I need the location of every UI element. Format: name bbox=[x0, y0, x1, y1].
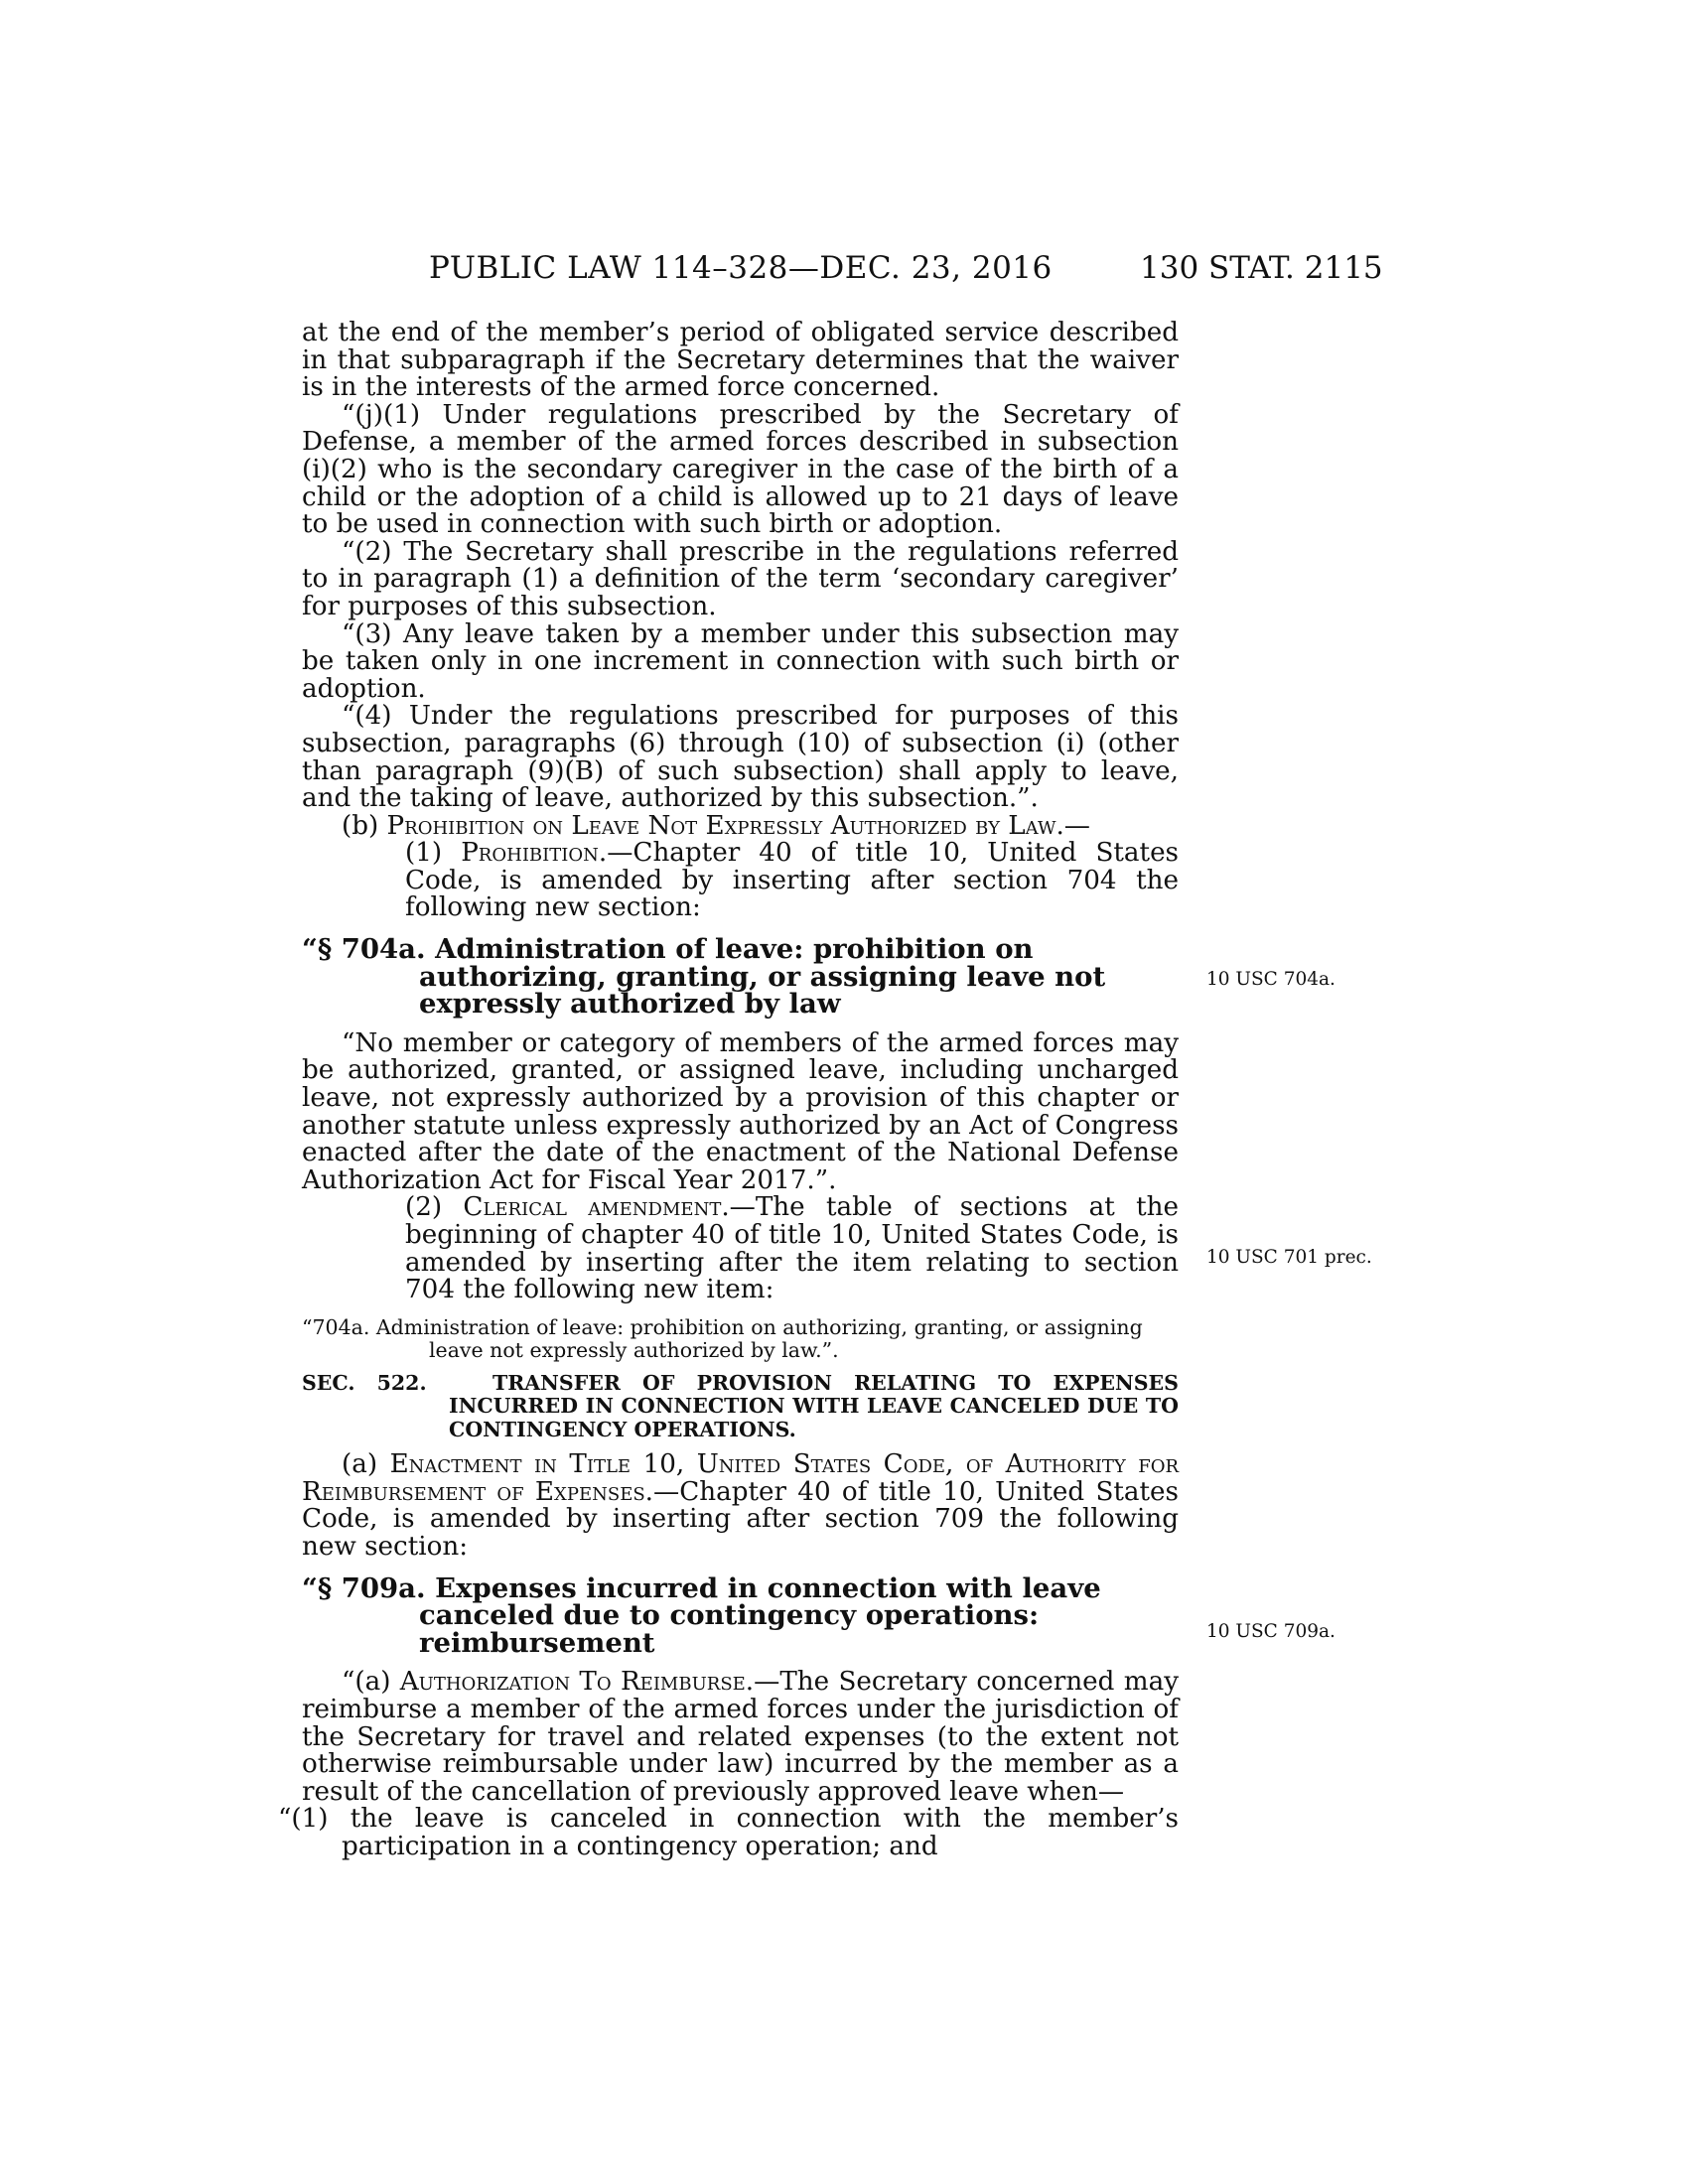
main-column bbox=[278, 318, 1180, 1861]
paragraph-b2-caption: Clerical amendment.— bbox=[463, 1192, 756, 1223]
paragraph-b2 bbox=[302, 1194, 1179, 1303]
section-522-heading bbox=[302, 1372, 1179, 1442]
subsection-b bbox=[302, 810, 1179, 841]
paragraph-continuation: at the end of the member’s period of obligated service described in that subparagraph if the Secretary determines that the waiver is in the interests of the armed force concerned. bbox=[302, 318, 1179, 403]
margin-note-701-prec: 10 USC 701 prec. bbox=[1206, 1247, 1372, 1268]
subsection-b-caption: Prohibition on Leave Not Expressly Authorized by Law.— bbox=[386, 810, 1090, 841]
paragraph-709a-a1: “(1) the leave is canceled in connection with the member’s participation in a contingency operation; and bbox=[278, 1804, 1179, 1861]
table-of-sections-item: “704a. Administration of leave: prohibition on authorizing, granting, or assigning leave not expressly authorized by law.”. bbox=[302, 1314, 1143, 1362]
paragraph-j2: “(2) The Secretary shall prescribe in the regulations referred to in paragraph (1) a definition of the term ‘secondary caregiver’ for purposes of this subsection. bbox=[302, 536, 1179, 621]
paragraph-b1 bbox=[302, 840, 1179, 922]
paragraph-709a-a-caption: Authorization To Reimburse.— bbox=[399, 1667, 780, 1698]
paragraph-j4: “(4) Under the regulations prescribed for purposes of this subsection, paragraphs (6) through (10) of subsection (i) (other than paragraph (9)(B) of such subsection) shall apply to leave, and the taking of leave, authorized by this subsection.”. bbox=[302, 701, 1179, 814]
paragraph-b2-text: The table of sections at the beginning of chapter 40 of title 10, United States Code, is amended by inserting after the item relating to section 704 the following new item: bbox=[405, 1192, 1180, 1305]
paragraph-b1-label: (1) bbox=[405, 838, 443, 869]
paragraph-704a-text: “No member or category of members of the armed forces may be authorized, granted, or assigned leave, including uncharged leave, not expressly authorized by a provision of this chapter or another statute unless expressly authorized by an Act of Congress enacted after the date of the enactment of the National Defense Authorization Act for Fiscal Year 2017.”. bbox=[302, 1027, 1179, 1195]
margin-note-709a: 10 USC 709a. bbox=[1206, 1621, 1336, 1642]
running-header: PUBLIC LAW 114–328—DEC. 23, 2016 bbox=[429, 250, 1053, 286]
paragraph-j3: “(3) Any leave taken by a member under this subsection may be taken only in one increment in connection with such birth or adoption. bbox=[302, 618, 1179, 704]
section-heading-709a: “§ 709a. Expenses incurred in connection with leave canceled due to contingency operations: reimbursement bbox=[302, 1571, 1101, 1659]
subsection-b-label: (b) bbox=[342, 810, 379, 841]
section-heading-704a: “§ 704a. Administration of leave: prohibition on authorizing, granting, or assigning leave not expressly authorized by law bbox=[302, 933, 1106, 1021]
paragraph-j1: “(j)(1) Under regulations prescribed by the Secretary of Defense, a member of the armed forces described in subsection (i)(2) who is the secondary caregiver in the case of the birth of a child or the adoption of a child is allowed up to 21 days of leave to be used in connection with such birth or adoption. bbox=[302, 399, 1179, 540]
subsection-522a-text: Chapter 40 of title 10, United States Code, is amended by inserting after section 709 the following new section: bbox=[302, 1476, 1179, 1563]
paragraph-709a-a-text: The Secretary concerned may reimburse a member of the armed forces under the jurisdiction of the Secretary for travel and related expenses (to the extent not otherwise reimbursable under law) incurred by the member as a result of the cancellation of previously approved leave when— bbox=[302, 1667, 1180, 1807]
paragraph-b1-text: Chapter 40 of title 10, United States Code, is amended by inserting after section 704 the following new section: bbox=[405, 838, 1180, 923]
paragraph-709a-a bbox=[302, 1669, 1179, 1806]
section-522-title: TRANSFER OF PROVISION RELATING TO EXPENSES INCURRED IN CONNECTION WITH LEAVE CANCELED DUE TO CONTINGENCY OPERATIONS. bbox=[449, 1370, 1179, 1441]
paragraph-b2-label: (2) bbox=[405, 1192, 443, 1223]
subsection-522a bbox=[302, 1451, 1179, 1561]
margin-note-704a: 10 USC 704a. bbox=[1206, 969, 1336, 990]
paragraph-709a-a-label: “(a) bbox=[342, 1667, 391, 1698]
paragraph-b1-caption: Prohibition.— bbox=[461, 838, 633, 869]
subsection-522a-caption: Enactment in Title 10, United States Code, of Authority for Reimbursement of Expenses.— bbox=[302, 1449, 1180, 1507]
subsection-522a-label: (a) bbox=[342, 1449, 378, 1480]
page-number: 130 STAT. 2115 bbox=[1140, 250, 1383, 286]
section-522-number: SEC. 522. bbox=[302, 1370, 427, 1395]
